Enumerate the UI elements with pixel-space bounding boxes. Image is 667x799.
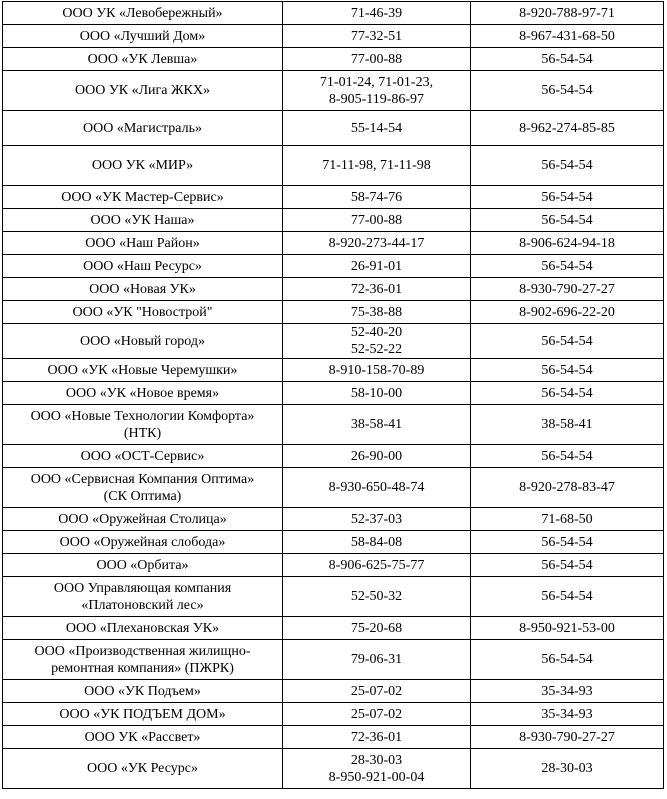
- table-row: [3, 405, 664, 445]
- table-row: [3, 554, 664, 577]
- table-row: [3, 703, 664, 726]
- office-phone-cell: [283, 2, 471, 25]
- dispatch-phone-text: 8-962-274-85-85: [519, 120, 615, 136]
- dispatch-phone-text: 56-54-54: [541, 362, 593, 378]
- company-text: ООО «УК Мастер-Сервис»: [61, 189, 224, 205]
- office-phone-text: 26-91-01: [350, 258, 403, 274]
- office-phone-cell: [283, 71, 471, 111]
- table-row: [3, 301, 664, 324]
- office-phone-text: 77-00-88: [350, 212, 403, 228]
- office-phone-cell: [283, 680, 471, 703]
- table-row: [3, 577, 664, 617]
- dispatch-phone-text: 56-54-54: [541, 158, 593, 173]
- office-phone-text: 25-07-02: [350, 683, 403, 699]
- company-text: ООО «Магистраль»: [83, 120, 202, 136]
- table-row: [3, 508, 664, 531]
- office-phone-cell: [283, 301, 471, 324]
- table-row: [3, 209, 664, 232]
- dispatch-phone-text: 35-34-93: [541, 706, 593, 722]
- dispatch-phone-text: 56-54-54: [541, 589, 593, 604]
- office-phone-text: 28-30-03 8-950-921-00-04: [328, 752, 425, 785]
- dispatch-phone-text: 56-54-54: [541, 333, 593, 349]
- office-phone-text: 71-11-98, 71-11-98: [322, 158, 431, 173]
- table-row: [3, 359, 664, 382]
- office-phone-cell: [283, 48, 471, 71]
- office-phone-cell: [283, 232, 471, 255]
- company-text: ООО «Наш Район»: [85, 235, 200, 251]
- table-row: [3, 48, 664, 71]
- table-row: [3, 640, 664, 680]
- company-cell: [3, 749, 283, 789]
- dispatch-phone-cell: [471, 749, 664, 789]
- table-row: [3, 2, 664, 25]
- office-phone-cell: [283, 359, 471, 382]
- dispatch-phone-cell: [471, 680, 664, 703]
- office-phone-text: 52-40-20 52-52-22: [350, 325, 403, 357]
- companies-table-body: [3, 2, 664, 789]
- dispatch-phone-cell: [471, 71, 664, 111]
- company-cell: [3, 617, 283, 640]
- office-phone-text: 8-930-650-48-74: [328, 480, 425, 495]
- office-phone-text: 8-906-625-75-77: [328, 557, 425, 573]
- table-row: [3, 278, 664, 301]
- dispatch-phone-text: 56-54-54: [541, 385, 593, 401]
- dispatch-phone-cell: [471, 324, 664, 359]
- company-cell: [3, 468, 283, 508]
- company-text: ООО «ОСТ-Сервис»: [80, 448, 205, 464]
- office-phone-text: 25-07-02: [350, 706, 403, 722]
- company-text: ООО «УК «Новое время»: [65, 385, 220, 401]
- office-phone-text: 38-58-41: [350, 417, 403, 432]
- dispatch-phone-cell: [471, 703, 664, 726]
- office-phone-text: 79-06-31: [350, 652, 403, 667]
- company-text: ООО «УК ПОДЪЕМ ДОМ»: [59, 706, 226, 722]
- company-cell: [3, 359, 283, 382]
- dispatch-phone-cell: [471, 48, 664, 71]
- company-cell: [3, 2, 283, 25]
- company-cell: [3, 726, 283, 749]
- table-row: [3, 232, 664, 255]
- office-phone-cell: [283, 617, 471, 640]
- office-phone-cell: [283, 577, 471, 617]
- dispatch-phone-text: 8-902-696-22-20: [519, 304, 615, 320]
- company-cell: [3, 703, 283, 726]
- company-cell: [3, 111, 283, 146]
- office-phone-cell: [283, 445, 471, 468]
- dispatch-phone-cell: [471, 359, 664, 382]
- company-text: ООО «Оружейная Столица»: [58, 511, 227, 527]
- company-text: ООО «УК Ресурс»: [87, 761, 198, 776]
- table-row: [3, 255, 664, 278]
- company-text: ООО «УК Подъем»: [84, 683, 201, 699]
- company-cell: [3, 640, 283, 680]
- company-text: ООО «УК Наша»: [90, 212, 195, 228]
- company-cell: [3, 186, 283, 209]
- office-phone-cell: [283, 405, 471, 445]
- office-phone-text: 71-46-39: [350, 5, 403, 21]
- company-text: ООО УК «МИР»: [91, 158, 194, 173]
- company-cell: [3, 232, 283, 255]
- company-cell: [3, 255, 283, 278]
- company-text: ООО «УК Левша»: [87, 51, 198, 67]
- company-cell: [3, 25, 283, 48]
- office-phone-text: 8-920-273-44-17: [328, 235, 425, 251]
- dispatch-phone-cell: [471, 726, 664, 749]
- table-row: [3, 324, 664, 359]
- office-phone-cell: [283, 209, 471, 232]
- company-cell: [3, 577, 283, 617]
- dispatch-phone-text: 8-920-278-83-47: [519, 480, 615, 495]
- company-text: ООО УК «Лига ЖКХ»: [74, 83, 211, 98]
- dispatch-phone-text: 8-930-790-27-27: [519, 729, 615, 745]
- table-row: [3, 531, 664, 554]
- company-text: ООО «Наш Ресурс»: [83, 258, 202, 274]
- office-phone-text: 75-38-88: [350, 304, 403, 320]
- office-phone-cell: [283, 703, 471, 726]
- dispatch-phone-cell: [471, 2, 664, 25]
- dispatch-phone-cell: [471, 232, 664, 255]
- dispatch-phone-cell: [471, 531, 664, 554]
- office-phone-text: 26-90-00: [350, 448, 403, 464]
- table-row: [3, 680, 664, 703]
- office-phone-text: 52-50-32: [350, 589, 403, 604]
- dispatch-phone-cell: [471, 405, 664, 445]
- office-phone-cell: [283, 255, 471, 278]
- dispatch-phone-text: 56-54-54: [541, 189, 593, 205]
- table-row: [3, 468, 664, 508]
- dispatch-phone-cell: [471, 640, 664, 680]
- dispatch-phone-cell: [471, 301, 664, 324]
- company-cell: [3, 680, 283, 703]
- company-cell: [3, 71, 283, 111]
- company-text: ООО «УК "Новострой": [72, 304, 213, 320]
- dispatch-phone-text: 28-30-03: [541, 761, 593, 776]
- table-row: [3, 71, 664, 111]
- company-text: ООО «Орбита»: [96, 557, 189, 573]
- office-phone-cell: [283, 382, 471, 405]
- table-row: [3, 186, 664, 209]
- company-text: ООО «Производственная жилищно- ремонтная компания» (ПЖРК): [34, 643, 251, 676]
- company-cell: [3, 278, 283, 301]
- office-phone-cell: [283, 25, 471, 48]
- dispatch-phone-cell: [471, 146, 664, 186]
- company-text: ООО «Новый город»: [79, 333, 206, 349]
- dispatch-phone-cell: [471, 278, 664, 301]
- dispatch-phone-cell: [471, 617, 664, 640]
- table-row: [3, 726, 664, 749]
- office-phone-text: 8-910-158-70-89: [328, 362, 425, 378]
- dispatch-phone-cell: [471, 255, 664, 278]
- office-phone-cell: [283, 508, 471, 531]
- table-row: [3, 146, 664, 186]
- office-phone-text: 77-32-51: [350, 28, 403, 44]
- office-phone-text: 58-74-76: [350, 189, 403, 205]
- office-phone-cell: [283, 749, 471, 789]
- company-cell: [3, 405, 283, 445]
- office-phone-text: 58-10-00: [350, 385, 403, 401]
- dispatch-phone-cell: [471, 508, 664, 531]
- office-phone-text: 55-14-54: [350, 120, 403, 136]
- company-cell: [3, 324, 283, 359]
- office-phone-cell: [283, 186, 471, 209]
- office-phone-text: 52-37-03: [350, 511, 403, 527]
- company-cell: [3, 508, 283, 531]
- company-cell: [3, 146, 283, 186]
- company-cell: [3, 531, 283, 554]
- company-text: ООО «УК «Новые Черемушки»: [47, 362, 238, 378]
- dispatch-phone-text: 8-967-431-68-50: [519, 28, 615, 44]
- office-phone-cell: [283, 640, 471, 680]
- office-phone-cell: [283, 531, 471, 554]
- dispatch-phone-cell: [471, 445, 664, 468]
- dispatch-phone-text: 56-54-54: [541, 258, 593, 274]
- company-text: ООО УК «Рассвет»: [84, 729, 201, 745]
- office-phone-cell: [283, 554, 471, 577]
- office-phone-cell: [283, 468, 471, 508]
- company-cell: [3, 48, 283, 71]
- dispatch-phone-cell: [471, 554, 664, 577]
- company-text: ООО УК «Левобережный»: [62, 5, 223, 21]
- dispatch-phone-text: 8-906-624-94-18: [519, 235, 615, 251]
- office-phone-text: 71-01-24, 71-01-23, 8-905-119-86-97: [319, 74, 434, 107]
- dispatch-phone-text: 56-54-54: [541, 51, 593, 67]
- table-row: [3, 382, 664, 405]
- table-row: [3, 749, 664, 789]
- office-phone-cell: [283, 726, 471, 749]
- company-text: ООО «Лучший Дом»: [79, 28, 206, 44]
- office-phone-text: 72-36-01: [350, 729, 403, 745]
- office-phone-text: 72-36-01: [350, 281, 403, 297]
- company-text: ООО «Плехановская УК»: [65, 620, 220, 636]
- company-text: ООО Управляющая компания «Платоновский лес»: [53, 580, 232, 613]
- company-text: ООО «Новые Технологии Комфорта» (НТК): [30, 408, 255, 441]
- dispatch-phone-text: 56-54-54: [541, 83, 593, 98]
- office-phone-cell: [283, 324, 471, 359]
- dispatch-phone-text: 56-54-54: [541, 448, 593, 464]
- office-phone-cell: [283, 146, 471, 186]
- dispatch-phone-text: 35-34-93: [541, 683, 593, 699]
- table-row: [3, 111, 664, 146]
- company-text: ООО «Сервисная Компания Оптима» (СК Оптима): [30, 471, 255, 504]
- dispatch-phone-cell: [471, 468, 664, 508]
- company-cell: [3, 445, 283, 468]
- table-row: [3, 25, 664, 48]
- company-cell: [3, 382, 283, 405]
- office-phone-text: 75-20-68: [350, 620, 403, 636]
- company-cell: [3, 209, 283, 232]
- companies-table: [2, 1, 664, 789]
- office-phone-cell: [283, 278, 471, 301]
- dispatch-phone-text: 38-58-41: [541, 417, 593, 432]
- company-text: ООО «Новая УК»: [89, 281, 196, 297]
- dispatch-phone-text: 8-930-790-27-27: [519, 281, 615, 297]
- dispatch-phone-cell: [471, 382, 664, 405]
- table-row: [3, 617, 664, 640]
- dispatch-phone-text: 56-54-54: [541, 534, 593, 550]
- dispatch-phone-text: 56-54-54: [541, 212, 593, 228]
- dispatch-phone-cell: [471, 209, 664, 232]
- dispatch-phone-text: 8-950-921-53-00: [519, 620, 615, 636]
- dispatch-phone-cell: [471, 577, 664, 617]
- dispatch-phone-text: 71-68-50: [541, 511, 593, 527]
- office-phone-cell: [283, 111, 471, 146]
- company-cell: [3, 554, 283, 577]
- dispatch-phone-text: 56-54-54: [541, 557, 593, 573]
- company-cell: [3, 301, 283, 324]
- office-phone-text: 58-84-08: [350, 534, 403, 550]
- dispatch-phone-text: 56-54-54: [541, 652, 593, 667]
- dispatch-phone-text: 8-920-788-97-71: [519, 5, 615, 21]
- dispatch-phone-cell: [471, 186, 664, 209]
- dispatch-phone-cell: [471, 111, 664, 146]
- dispatch-phone-cell: [471, 25, 664, 48]
- office-phone-text: 77-00-88: [350, 51, 403, 67]
- table-row: [3, 445, 664, 468]
- company-text: ООО «Оружейная слобода»: [59, 534, 226, 550]
